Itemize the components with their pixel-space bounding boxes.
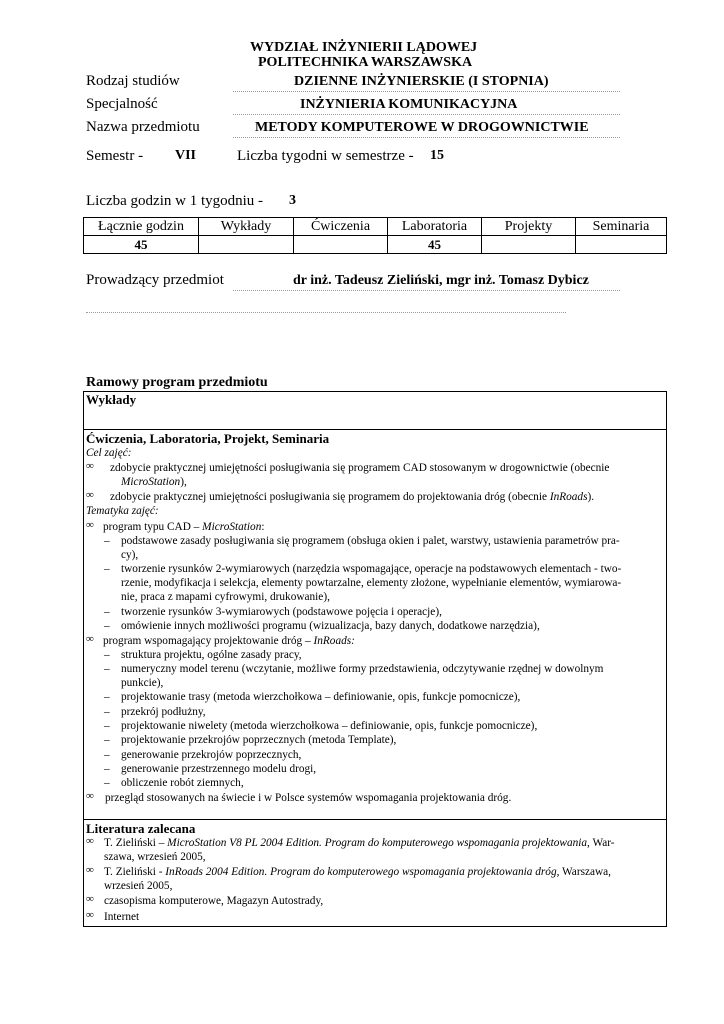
semester-label: Semestr - <box>86 148 144 164</box>
hours-header-projects: Projekty <box>482 218 576 236</box>
university-title: POLITECHNIKA WARSZAWSKA <box>258 55 473 70</box>
list-dash: – <box>104 706 110 718</box>
subject-value: METODY KOMPUTEROWE W DROGOWNICTWIE <box>255 120 589 135</box>
list-dash: – <box>104 763 110 775</box>
hours-header-seminars: Seminaria <box>576 218 667 236</box>
hours-header-labs: Laboratoria <box>388 218 482 236</box>
goal-2-tail: ). <box>587 491 595 503</box>
cad-intro: program typu CAD – <box>103 521 203 533</box>
cad-item: rzenie, modyfikacja i selekcja, elementy powtarzalne, elementy złożone, wypełnianie elementów, wymiarowa- <box>121 577 622 589</box>
weeks-label: Liczba tygodni w semestrze - <box>237 148 414 164</box>
topics-title: Tematyka zajęć: <box>86 505 159 517</box>
list-dash: – <box>104 691 110 703</box>
hours-header-lectures: Wykłady <box>199 218 294 236</box>
specialty-value: INŻYNIERIA KOMUNIKACYJNA <box>300 97 518 112</box>
road-item: projektowanie niwelety (metoda wierzchołkowa – definiowanie, opis, funkcje pomocnicze), <box>121 720 538 732</box>
hours-value-lectures <box>199 236 294 254</box>
literature-bullet: ∞ <box>86 864 94 876</box>
hours-header-exercises: Ćwiczenia <box>294 218 388 236</box>
cad-tail: : <box>261 521 265 533</box>
road-item: numeryczny model terenu (wczytanie, możliwe formy przedstawienia, odczytywanie rzędnej w dowolnym <box>121 663 604 675</box>
list-dash: – <box>104 620 110 632</box>
lecturer-label: Prowadzący przedmiot <box>86 272 224 288</box>
literature-bullet: ∞ <box>86 909 94 921</box>
road-topic <box>103 634 355 648</box>
hours-value-labs: 45 <box>388 236 482 254</box>
hours-value-exercises <box>294 236 388 254</box>
topic-bullet: ∞ <box>86 519 94 531</box>
hours-header-total: Łącznie godzin <box>84 218 199 236</box>
goal-1-line-1: zdobycie praktycznej umiejętności posługiwania się programem CAD stosowanym w drogownictwie (obecnie <box>110 462 610 474</box>
hours-table <box>83 217 667 254</box>
goals-title: Cel zajęć: <box>86 447 132 459</box>
list-dash: – <box>104 563 110 575</box>
lit2-title: InRoads 2004 Edition. Program do komputerowego wspomagania projektowania dróg <box>165 866 557 878</box>
hours-value-projects <box>482 236 576 254</box>
cad-item: podstawowe zasady posługiwania się programem (obsługa okien i palet, warstwy, ustawienia parametrów pra- <box>121 535 620 547</box>
road-intro: program wspomagający projektowanie dróg – <box>103 635 314 647</box>
lectures-title: Wykłady <box>86 392 137 407</box>
semester-value: VII <box>175 148 197 163</box>
list-dash: – <box>104 720 110 732</box>
weeks-value: 15 <box>430 148 444 163</box>
road-item: projektowanie przekrojów poprzecznych (metoda Template), <box>121 734 397 746</box>
goal-bullet: ∞ <box>86 460 94 472</box>
road-item: struktura projektu, ogólne zasady pracy, <box>121 649 302 661</box>
goal-1-tail: ), <box>180 476 187 488</box>
list-dash: – <box>104 777 110 789</box>
faculty-title: WYDZIAŁ INŻYNIERII LĄDOWEJ <box>250 40 478 55</box>
lecturer-value: dr inż. Tadeusz Zieliński, mgr inż. Tomasz Dybicz <box>293 273 589 288</box>
cad-item: tworzenie rysunków 3-wymiarowych (podstawowe pojęcia i operacje), <box>121 606 442 618</box>
list-dash: – <box>104 663 110 675</box>
cad-software: MicroStation <box>202 521 262 533</box>
goal-2-software: InRoads <box>549 491 588 503</box>
literature-item-4: Internet <box>104 911 140 923</box>
cad-item: tworzenie rysunków 2-wymiarowych (narzędzia wspomagające, operacje na podstawowych elementach - two- <box>121 563 622 575</box>
literature-item-1-line-2: szawa, wrzesień 2005, <box>104 851 206 863</box>
list-dash: – <box>104 749 110 761</box>
road-software: InRoads: <box>313 635 355 647</box>
road-item: punkcie), <box>121 677 164 689</box>
literature-item-2-line-2: wrzesień 2005, <box>104 880 173 892</box>
goal-1-line-2 <box>121 475 187 489</box>
specialty-label: Specjalność <box>86 96 158 112</box>
goal-2-text: zdobycie praktycznej umiejętności posługiwania się programem do projektowania dróg (obecnie <box>110 491 550 503</box>
cad-item: nie, praca z mapami cyfrowymi, drukowanie), <box>121 591 330 603</box>
road-item: generowanie przekrojów poprzecznych, <box>121 749 302 761</box>
literature-item-1 <box>104 836 615 850</box>
topic-bullet: ∞ <box>86 633 94 645</box>
literature-bullet: ∞ <box>86 835 94 847</box>
goal-2 <box>110 490 594 504</box>
review-topic: przegląd stosowanych na świecie i w Polsce systemów wspomagania projektowania dróg. <box>105 792 512 804</box>
literature-title: Literatura zalecana <box>86 821 196 836</box>
road-item: obliczenie robót ziemnych, <box>121 777 244 789</box>
literature-bullet: ∞ <box>86 893 94 905</box>
lectures-box <box>83 391 667 429</box>
study-type-label: Rodzaj studiów <box>86 73 180 89</box>
list-dash: – <box>104 734 110 746</box>
literature-item-3: czasopisma komputerowe, Magazyn Autostrady, <box>104 895 324 907</box>
goal-1-software: MicroStation <box>121 476 181 488</box>
hours-label: Liczba godzin w 1 tygodniu - <box>86 193 264 209</box>
hours-value-seminars <box>576 236 667 254</box>
road-item: generowanie przestrzennego modelu drogi, <box>121 763 317 775</box>
goal-bullet: ∞ <box>86 489 94 501</box>
topic-bullet: ∞ <box>86 790 94 802</box>
subject-label: Nazwa przedmiotu <box>86 119 200 135</box>
exercises-title: Ćwiczenia, Laboratoria, Projekt, Seminaria <box>86 431 330 446</box>
list-dash: – <box>104 649 110 661</box>
road-item: projektowanie trasy (metoda wierzchołkowa – definiowanie, opis, funkcje pomocnicze), <box>121 691 521 703</box>
lit1-tail: , War- <box>587 837 615 849</box>
cad-item: omówienie innych możliwości programu (wizualizacja, bazy danych, dodatkowe narzędzia), <box>121 620 540 632</box>
road-item: przekrój podłużny, <box>121 706 206 718</box>
hours-value-total: 45 <box>84 236 199 254</box>
program-title: Ramowy program przedmiotu <box>86 375 268 390</box>
lit1-author: T. Zieliński – <box>104 837 168 849</box>
lit2-author: T. Zieliński - <box>104 866 166 878</box>
lit2-tail: , Warszawa, <box>556 866 612 878</box>
literature-item-2 <box>104 865 611 879</box>
lit1-title: MicroStation V8 PL 2004 Edition. Program do komputerowego wspomagania projektowania <box>167 837 588 849</box>
cad-topic <box>103 520 265 534</box>
study-type-value: DZIENNE INŻYNIERSKIE (I STOPNIA) <box>294 74 549 89</box>
hours-value: 3 <box>289 193 296 208</box>
list-dash: – <box>104 535 110 547</box>
list-dash: – <box>104 606 110 618</box>
cad-item: cy), <box>121 549 139 561</box>
